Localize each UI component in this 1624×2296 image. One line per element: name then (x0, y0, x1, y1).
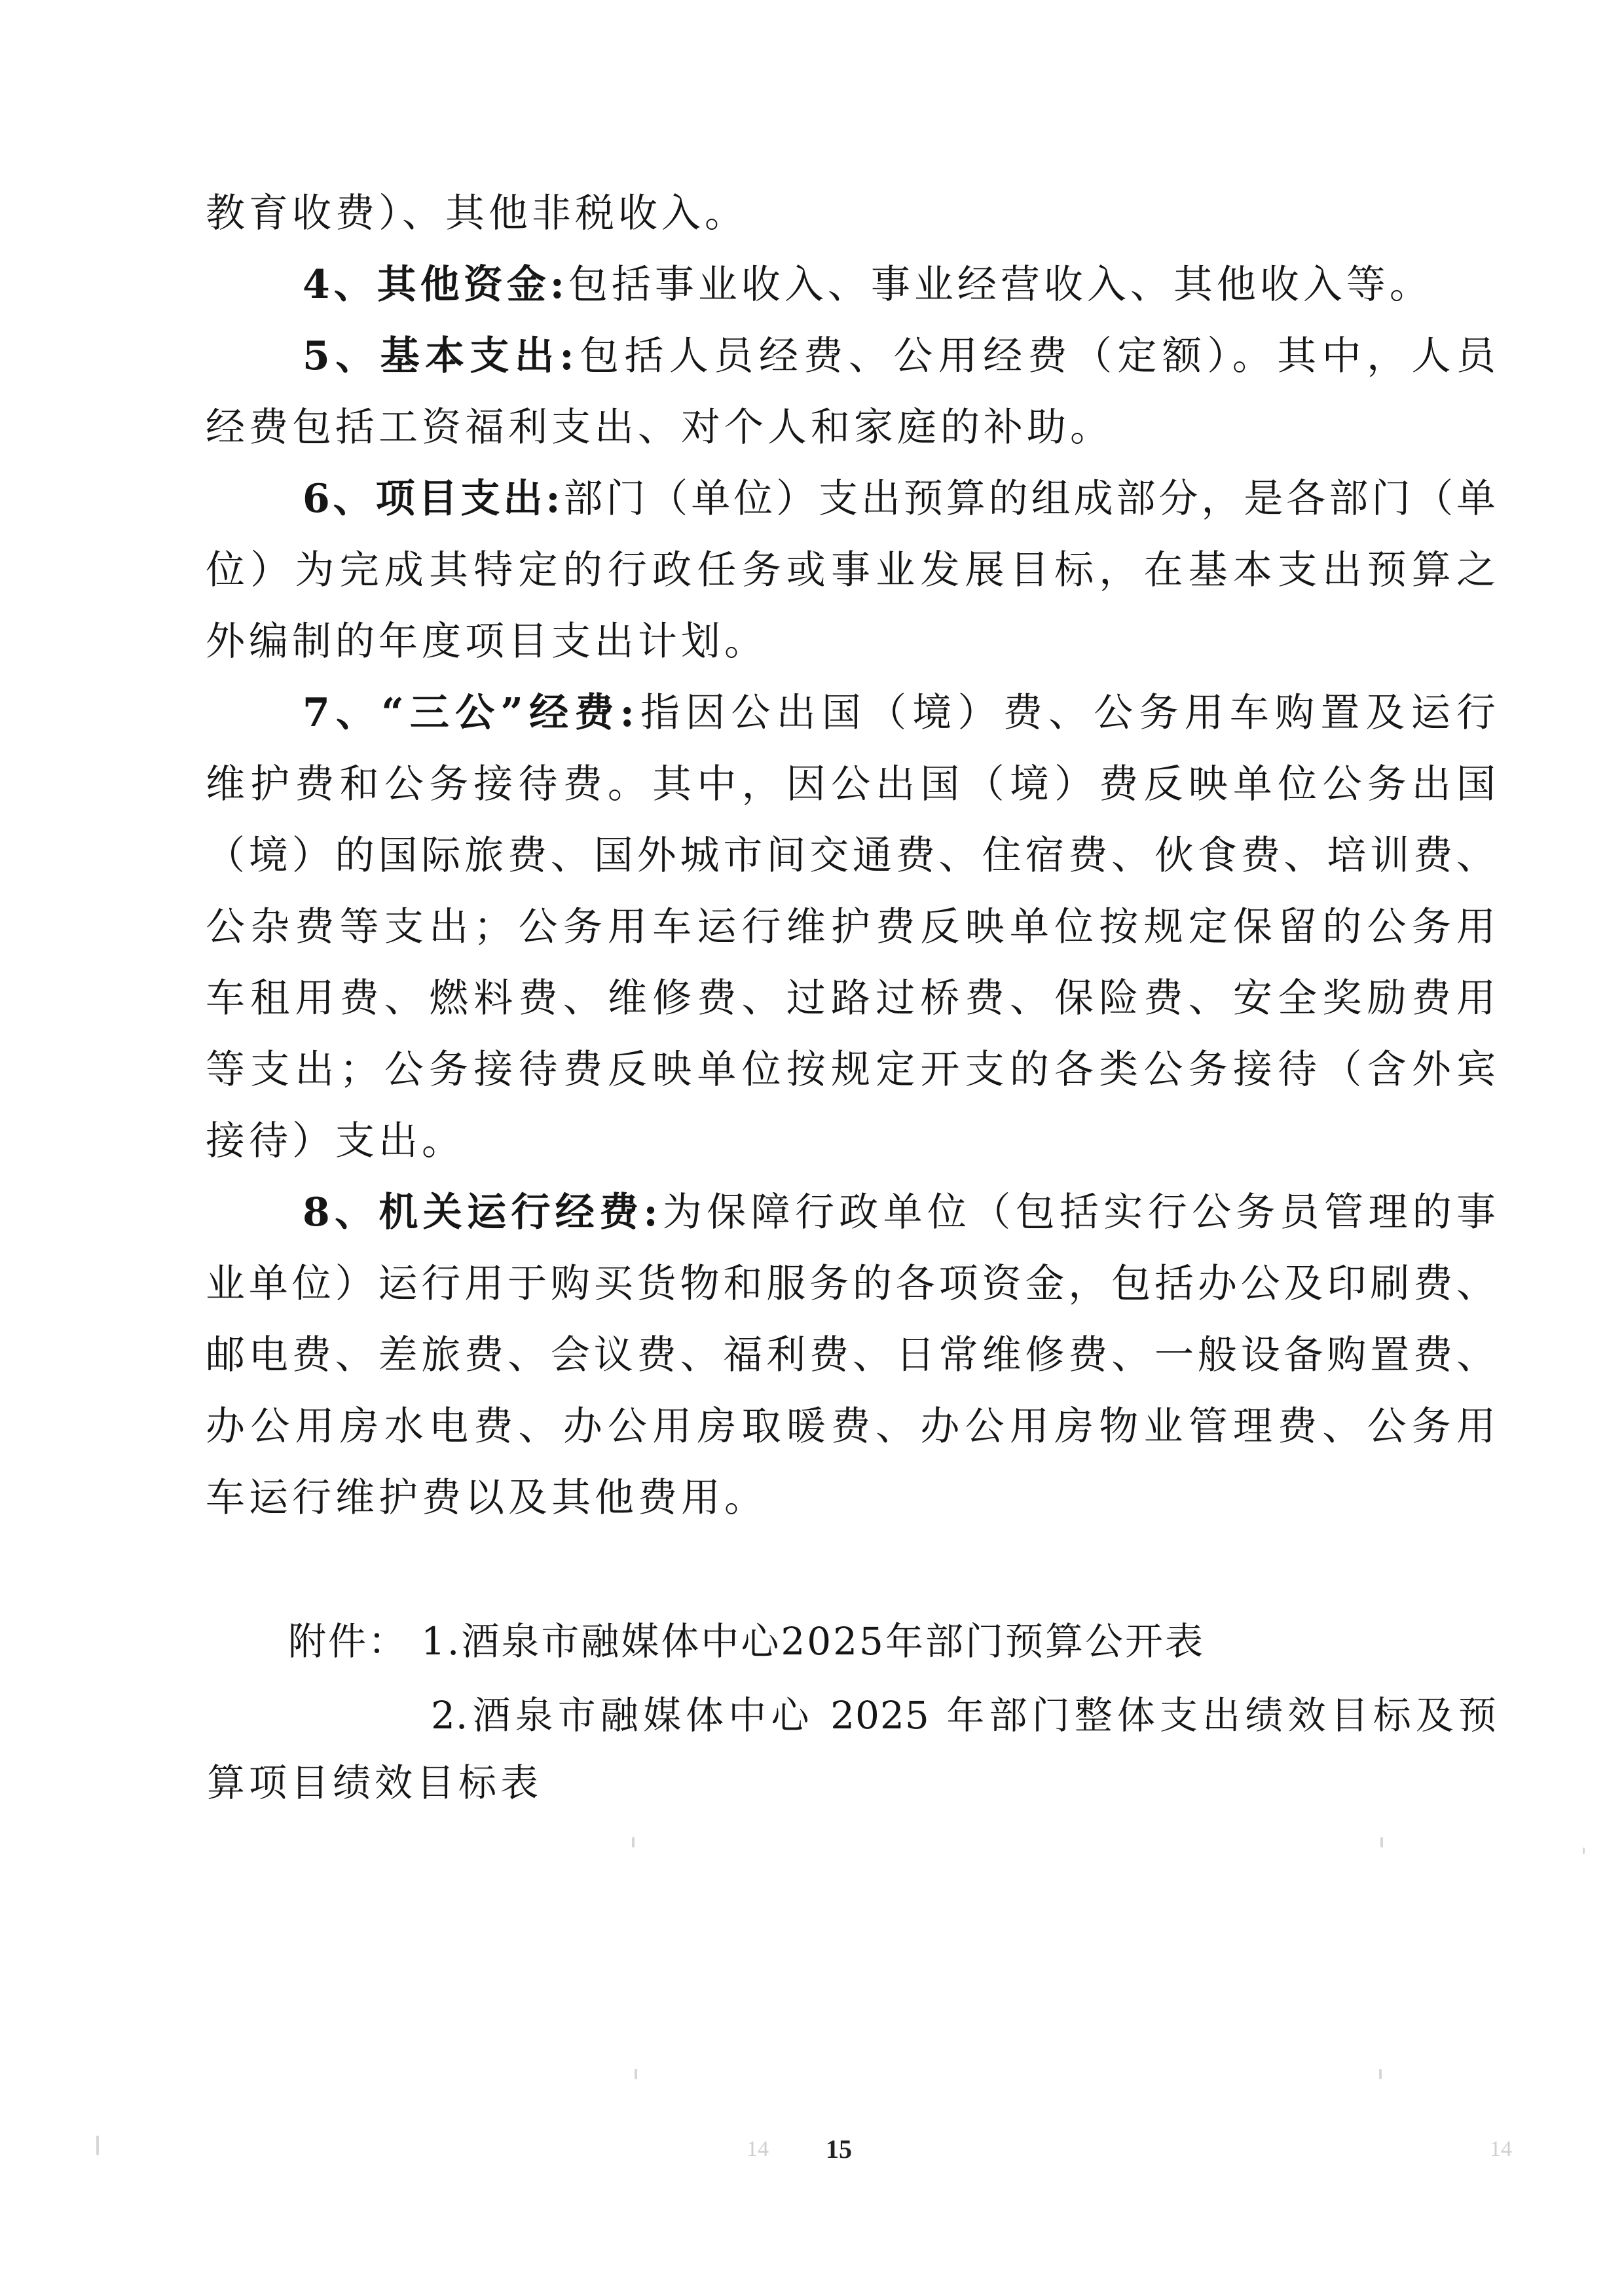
definition-text-line: 维护费和公务接待费。其中，因公出国（境）费反映单位公务出国 (206, 761, 1497, 807)
attachment-item-2: 2.酒泉市融媒体中心 2025 年部门整体支出绩效目标及预 (431, 1693, 1497, 1738)
definition-text-line: 办公用房水电费、办公用房取暖费、办公用房物业管理费、公务用 (206, 1404, 1497, 1449)
definition-text-line: 业单位）运行用于购买货物和服务的各项资金，包括办公及印刷费、 (206, 1261, 1497, 1307)
definition-text: 指因公出国（境）费、公务用车购置及运行 (635, 690, 1497, 736)
attachment-item-1: 1.酒泉市融媒体中心2025年部门预算公开表 (421, 1619, 1205, 1664)
scan-speck (1380, 1837, 1383, 1848)
definition-text-line: 接待）支出。 (206, 1118, 465, 1164)
scan-speck (1379, 2069, 1382, 2079)
definition-basic-expenditure (206, 321, 1497, 392)
term-label: 7、“三公”经费: (303, 690, 636, 736)
scan-speck (96, 2136, 99, 2155)
definition-other-funds (206, 249, 1497, 321)
attachments-label: 附件： (288, 1619, 409, 1664)
term-label: 8、机关运行经费: (303, 1190, 659, 1235)
definition-text: 为保障行政单位（包括实行公务员管理的事 (659, 1190, 1497, 1235)
definition-operating-expenses (206, 1177, 1497, 1248)
definition-project-expenditure (206, 464, 1497, 535)
definition-text: 包括事业收入、事业经营收入、其他收入等。 (568, 262, 1433, 308)
continuation-line: 教育收费）、其他非税收入。 (206, 191, 748, 236)
term-label: 4、其他资金: (303, 262, 568, 308)
definition-text: 部门（单位）支出预算的组成部分，是各部门（单 (561, 476, 1497, 522)
definition-text-line: （境）的国际旅费、国外城市间交通费、住宿费、伙食费、培训费、 (206, 833, 1497, 879)
definition-text-line: 外编制的年度项目支出计划。 (206, 619, 767, 665)
attachment-item-2-continued: 算项目绩效目标表 (207, 1760, 543, 1805)
scan-speck (635, 2069, 637, 2079)
bleed-through-page-number: 14 (1490, 2137, 1512, 2161)
term-label: 6、项目支出: (303, 476, 562, 522)
definition-text: 包括人员经费、公用经费（定额）。其中，人员 (575, 333, 1497, 379)
bleed-through-page-number: 14 (747, 2137, 769, 2161)
definition-text-line: 车运行维护费以及其他费用。 (206, 1475, 767, 1521)
term-label: 5、基本支出: (303, 333, 576, 379)
definition-text-line: 经费包括工资福利支出、对个人和家庭的补助。 (206, 405, 1113, 450)
body-text (206, 178, 1497, 1534)
definition-text-line: 等支出；公务接待费反映单位按规定开支的各类公务接待（含外宾 (206, 1047, 1497, 1093)
definition-text-line: 公杂费等支出；公务用车运行维护费反映单位按规定保留的公务用 (206, 904, 1497, 950)
page-number: 15 (826, 2134, 852, 2164)
scan-speck (632, 1837, 635, 1848)
definition-three-public-expenses (206, 678, 1497, 749)
scan-speck (1583, 1848, 1585, 1854)
definition-text-line: 位）为完成其特定的行政任务或事业发展目标，在基本支出预算之 (206, 547, 1497, 593)
definition-text-line: 车租用费、燃料费、维修费、过路过桥费、保险费、安全奖励费用 (206, 975, 1497, 1021)
definition-text-line: 邮电费、差旅费、会议费、福利费、日常维修费、一般设备购置费、 (206, 1332, 1497, 1378)
